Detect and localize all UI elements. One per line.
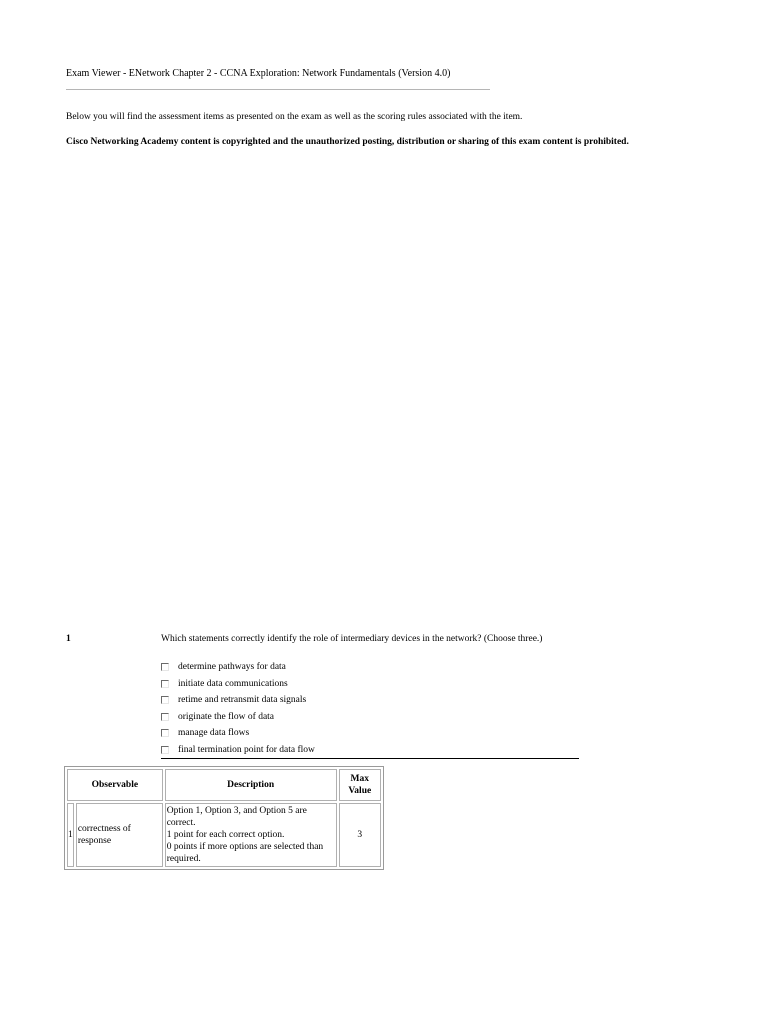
option-label: initiate data communications [178,678,288,689]
option-checkbox[interactable] [161,696,169,704]
answer-option [161,742,315,759]
observable-cell: correctness of response [76,803,163,867]
question-number: 1 [66,634,71,644]
option-checkbox[interactable] [161,663,169,671]
row-index: 1 [67,803,74,867]
answer-option [161,676,315,693]
intro-text: Below you will find the assessment items as presented on the exam as well as the scoring rules associated with the item. [66,112,523,122]
scoring-table [64,766,384,870]
option-label: final termination point for data flow [178,744,315,755]
description-line: 1 point for each correct option. [166,830,285,840]
answer-option [161,725,315,742]
table-row [67,803,381,867]
observable-header: Observable [67,769,163,801]
option-label: manage data flows [178,728,250,739]
option-label: determine pathways for data [178,662,286,673]
description-header: Description [165,769,337,801]
option-checkbox[interactable] [161,746,169,754]
table-header-row [67,769,381,801]
answer-option [161,692,315,709]
option-checkbox[interactable] [161,680,169,688]
answer-options [161,659,315,758]
description-line: 0 points if more options are selected than required. [166,842,324,864]
page-title: Exam Viewer - ENetwork Chapter 2 - CCNA Exploration: Network Fundamentals (Version 4.0) [66,68,451,79]
question-text: Which statements correctly identify the role of intermediary devices in the network? (Choose three.) [161,634,543,644]
answer-option [161,659,315,676]
question-divider [161,758,579,759]
copyright-notice: Cisco Networking Academy content is copyrighted and the unauthorized posting, distribution or sharing of this exam content is prohibited. [66,137,629,147]
max-value-header: Max Value [339,769,381,801]
header-divider [66,89,490,90]
option-label: retime and retransmit data signals [178,695,307,706]
option-label: originate the flow of data [178,711,275,722]
option-checkbox[interactable] [161,729,169,737]
option-checkbox[interactable] [161,713,169,721]
description-line: Option 1, Option 3, and Option 5 are correct. [166,806,307,828]
max-value-cell: 3 [339,803,381,867]
answer-option [161,709,315,726]
description-cell [165,803,337,867]
